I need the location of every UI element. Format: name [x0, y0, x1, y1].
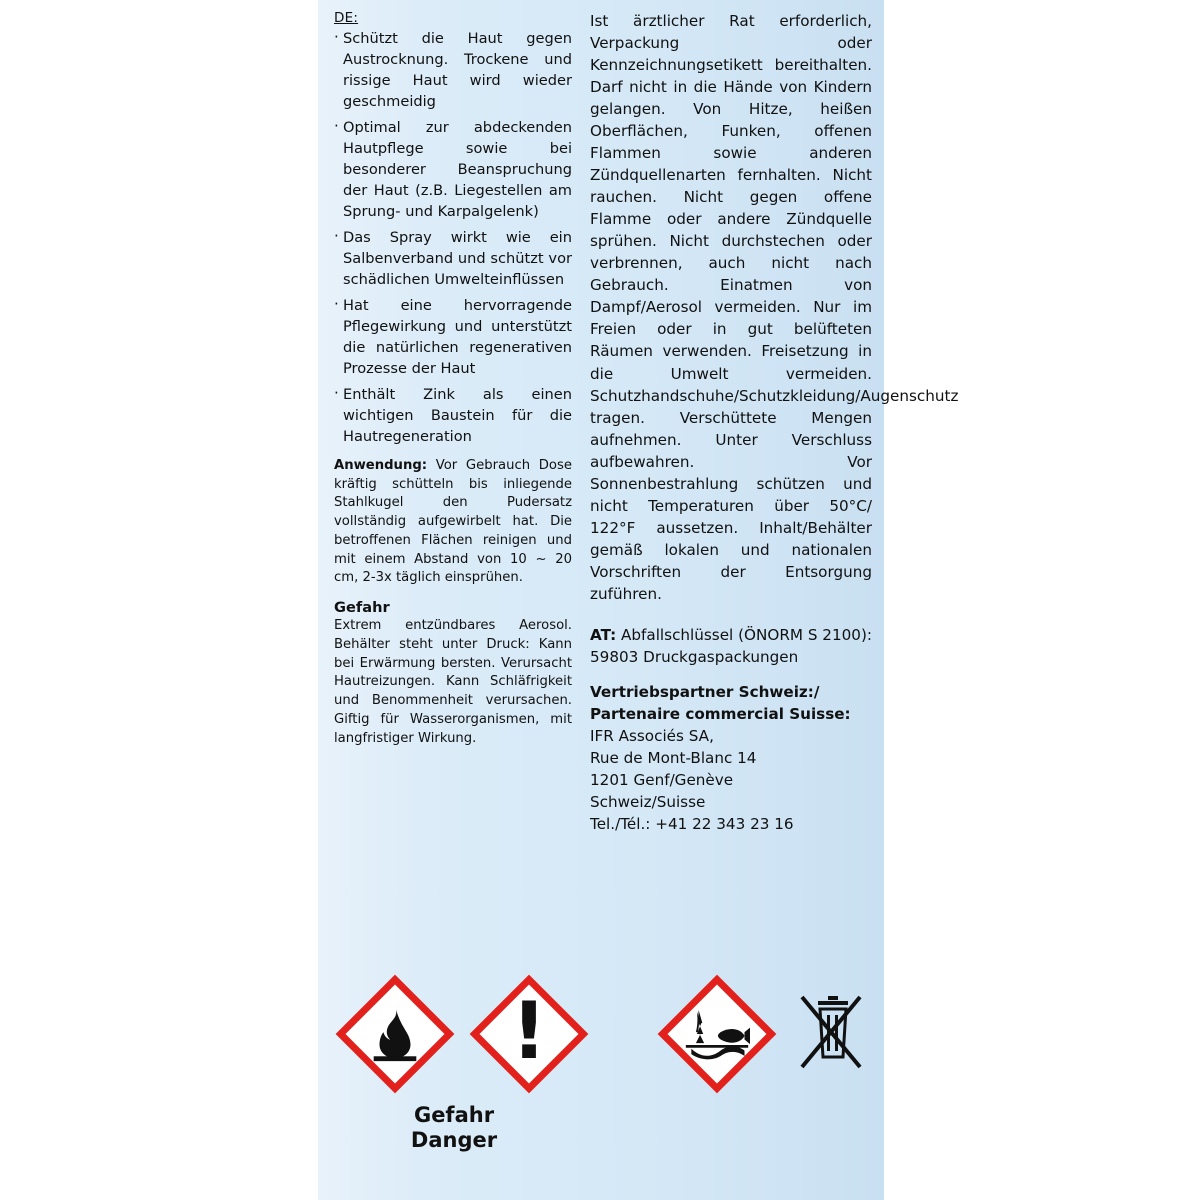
left-column	[334, 10, 586, 960]
hazard-text: Extrem entzündbares Aerosol. Behälter steht unter Druck: Kann bei Erwärmung bersten. Verursacht Hautreizungen. Kann Schläfrigkeit und Benommenheit verursachen. Giftig für Wasserorganismen, mit langfristiger Wirkung.	[334, 618, 572, 746]
label-text-columns	[318, 0, 959, 960]
application-section	[334, 457, 572, 588]
austria-disposal-info	[590, 624, 872, 668]
distributor-phone: Tel./Tél.: +41 22 343 23 16	[590, 815, 794, 834]
ghs-environment-icon	[658, 975, 776, 1093]
distributor-line: Rue de Mont-Blanc 14	[590, 749, 757, 767]
hazard-heading: Gefahr	[334, 599, 390, 617]
distributor-heading-line1: Vertriebspartner Schweiz:/	[590, 682, 820, 701]
signal-words	[354, 1103, 554, 1153]
list-item: · Enthält Zink als einen wichtigen Baustein für die Hautregeneration	[334, 384, 572, 447]
right-column	[586, 10, 959, 960]
application-text: Vor Gebrauch Dose kräftig schütteln bis inliegende Stahlkugel den Pudersatz vollständig aufgewirbelt hat. Die betroffenen Flächen reinigen und mit einem Abstand von 10 ~ 20 cm, 2-3x täglich einsprühen.	[334, 458, 572, 586]
precautionary-statements: Ist ärztlicher Rat erforderlich, Verpackung oder Kennzeichnungsetikett bereithalten. Darf nicht in die Hände von Kindern gelangen. Von Hitze, heißen Oberflächen, Funken, offenen Flammen sowie anderen Zündquellenarten fernhalten. Nicht rauchen. Nicht gegen offene Flamme oder andere Zündquelle sprühen. Nicht durchstechen oder verbrennen, auch nicht nach Gebrauch. Einatmen von Dampf/Aerosol vermeiden. Nur im Freien oder in gut belüfteten Räumen verwenden. Freisetzung in die Umwelt vermeiden. Schutzhandschuhe/Schutzkleidung/Augenschutz tragen. Verschüttete Mengen aufnehmen. Unter Verschluss aufbewahren. Vor Sonnenbestrahlung schützen und nicht Temperaturen über 50°C/ 122°F aussetzen. Inhalt/Behälter gemäß lokalen und nationalen Vorschriften der Entsorgung zuführen.	[590, 12, 959, 603]
list-item: · Hat eine hervorragende Pflegewirkung und unterstützt die natürlichen regenerativen Prozesse der Haut	[334, 295, 572, 379]
signal-word-de: Gefahr	[413, 1103, 495, 1127]
distributor-line: Schweiz/Suisse	[590, 793, 706, 812]
distributor-line: 1201 Genf/Genève	[590, 771, 734, 790]
list-item: · Optimal zur abdeckenden Hautpflege sowie bei besonderer Beanspruchung der Haut (z.B. Liegestellen am Sprung- und Karpalgelenk)	[334, 117, 572, 222]
austria-text: Abfallschlüssel (ÖNORM S 2100): 59803 Druckgaspackungen	[590, 625, 872, 666]
ghs-exclamation-icon	[470, 975, 588, 1093]
application-paragraph	[334, 457, 572, 588]
list-item: · Schützt die Haut gegen Austrocknung. Trockene und rissige Haut wird wieder geschmeidig	[334, 28, 572, 112]
benefits-list	[334, 28, 572, 447]
distributor-heading-line2: Partenaire commercial Suisse:	[590, 704, 851, 723]
distributor-line: IFR Associés SA,	[590, 726, 714, 745]
list-item: · Das Spray wirkt wie ein Salbenverband und schützt vor schädlichen Umwelteinflüssen	[334, 227, 572, 290]
ghs-pictogram-row	[318, 975, 884, 1175]
application-heading: Anwendung:	[334, 458, 428, 473]
signal-word-en: Danger	[410, 1127, 498, 1152]
austria-prefix: AT:	[590, 625, 617, 644]
hazard-section	[334, 599, 572, 748]
weee-crossed-bin-icon	[786, 983, 876, 1087]
language-tag: DE:	[334, 10, 359, 26]
ghs-flammable-icon	[336, 975, 454, 1093]
exclamation-glyph: !	[511, 986, 547, 1077]
